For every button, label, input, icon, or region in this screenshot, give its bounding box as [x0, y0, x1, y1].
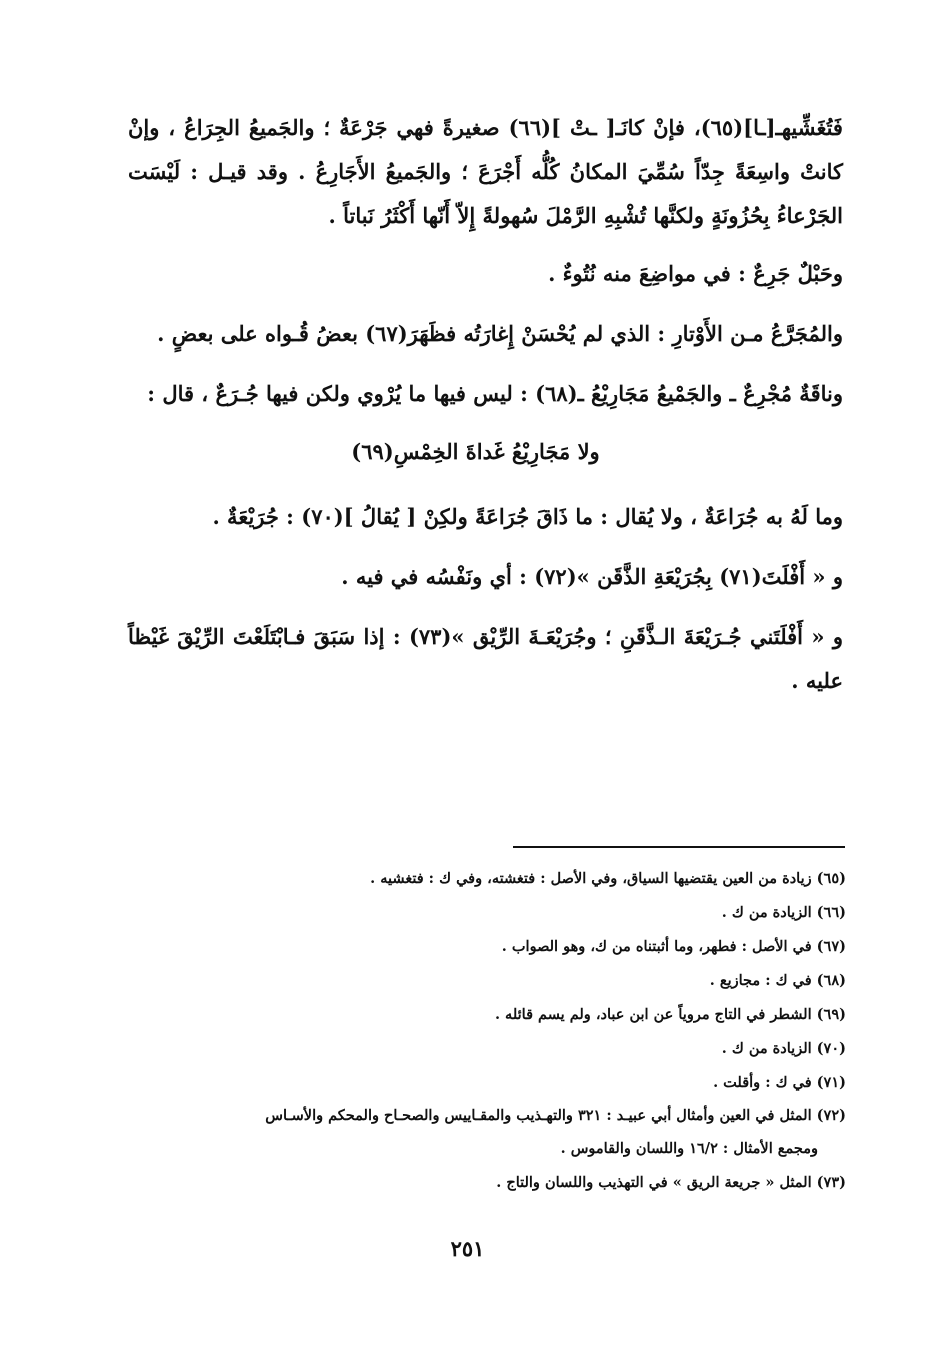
paragraph-1: فَتُغَشِّيهـ[ـا](٦٥)، فإنْ كانَـ[ ـتْ ](٦٦) صغيرةً فهي جَرْعَةٌ ؛ والجَميعُ الجِرَاعُ ، وإنْ كانتْ واسِعَةً جِدّاً سُمِّيَ المكانُ كُلُّه أَجْرَعَ ؛ والجَميعُ الأَجَارِعُ . وقد قيـل : لَيْسَت الجَرْعاءُ بِحُزُونَةٍ ولكنَّها تُشْبِهِ الرَّمْلَ سُهولةً إِلاّ أَنّها أَكْثَرُ نَباتاً . — [128, 115, 843, 228]
paragraph-7: و « أَفْلَتَني جُـرَيْعَةَ الـذَّقَنِ ؛ وجُرَيْعَـةَ الرِّيْق »(٧٣) : إذا سَبَقَ فـابْتَلَعْتَ الرِّيْقَ غَيْظاً عليه . — [128, 624, 843, 693]
footnote-72-continued: ومجمع الأمثال : ١٦/٢ واللسان والقاموس . — [560, 1140, 818, 1157]
paragraph-5: وما لَهُ به جُرَاعَةٌ ، ولا يُقال : ما ذَاقَ جُرَاعَةً ولكِنْ [ يُقالُ ](٧٠) : جُرَيْعَةٌ . — [212, 504, 843, 529]
paragraph-4: وناقَةٌ مُجْرِعٌ ـ والجَمْيعُ مَجَارِيْعُ ـ(٦٨) : ليس فيها ما يُرْوي ولكن فيها جُـرَعٌ ، قال : — [147, 381, 843, 406]
footnote-70: (٧٠) الزيادة من ك . — [721, 1040, 846, 1057]
footnote-71: (٧١) في ك : وأقلت . — [713, 1074, 846, 1091]
footnote-72: (٧٢) المثل في العين وأمثال أبي عبيـد : ٣٢١ والتهـذيب والمقـاييس والصحـاح والمحكم والأسـاس — [265, 1107, 846, 1124]
verse-line: ولا مَجَارِيْعُ غَداةَ الخِمْسِ(٦٩) — [351, 439, 600, 464]
footnote-73: (٧٣) المثل « جريعة الريق » في التهذيب واللسان والتاج . — [496, 1174, 846, 1191]
paragraph-3: والمُجَرَّعُ مـن الأَوْتارِ : الذي لم يُحْسَنْ إِغارَتُه فظَهَرَ(٦٧) بعضُ قُـواه على بعضٍ . — [157, 321, 843, 346]
footnote-67: (٦٧) في الأصل : فطهر، وما أثبتناه من ك، وهو الصواب . — [501, 938, 846, 955]
main-text — [128, 106, 843, 703]
paragraph-2: وحَبْلٌ جَرِعٌ : في مواضِعَ منه نُتُوءٌ . — [548, 261, 843, 286]
footnote-66: (٦٦) الزيادة من ك . — [721, 904, 846, 921]
page-number: ٢٥١ — [450, 1236, 485, 1261]
paragraph-6: و « أَفْلَتَ(٧١) بِجُرَيْعَةِ الذَّقَن »(٧٢) : أي ونَفْسُه في فيه . — [341, 564, 843, 589]
footnote-separator — [513, 846, 845, 848]
footnote-69: (٦٩) الشطر في التاج مروياً عن ابن عباد، ولم يسم قائله . — [494, 1006, 846, 1023]
footnote-68: (٦٨) في ك : مجازيع . — [709, 972, 846, 989]
footnote-65: (٦٥) زيادة من العين يقتضيها السياق، وفي الأصل : فتغشته، وفي ك : فتغشيه . — [370, 870, 846, 887]
footnotes — [128, 862, 846, 1200]
